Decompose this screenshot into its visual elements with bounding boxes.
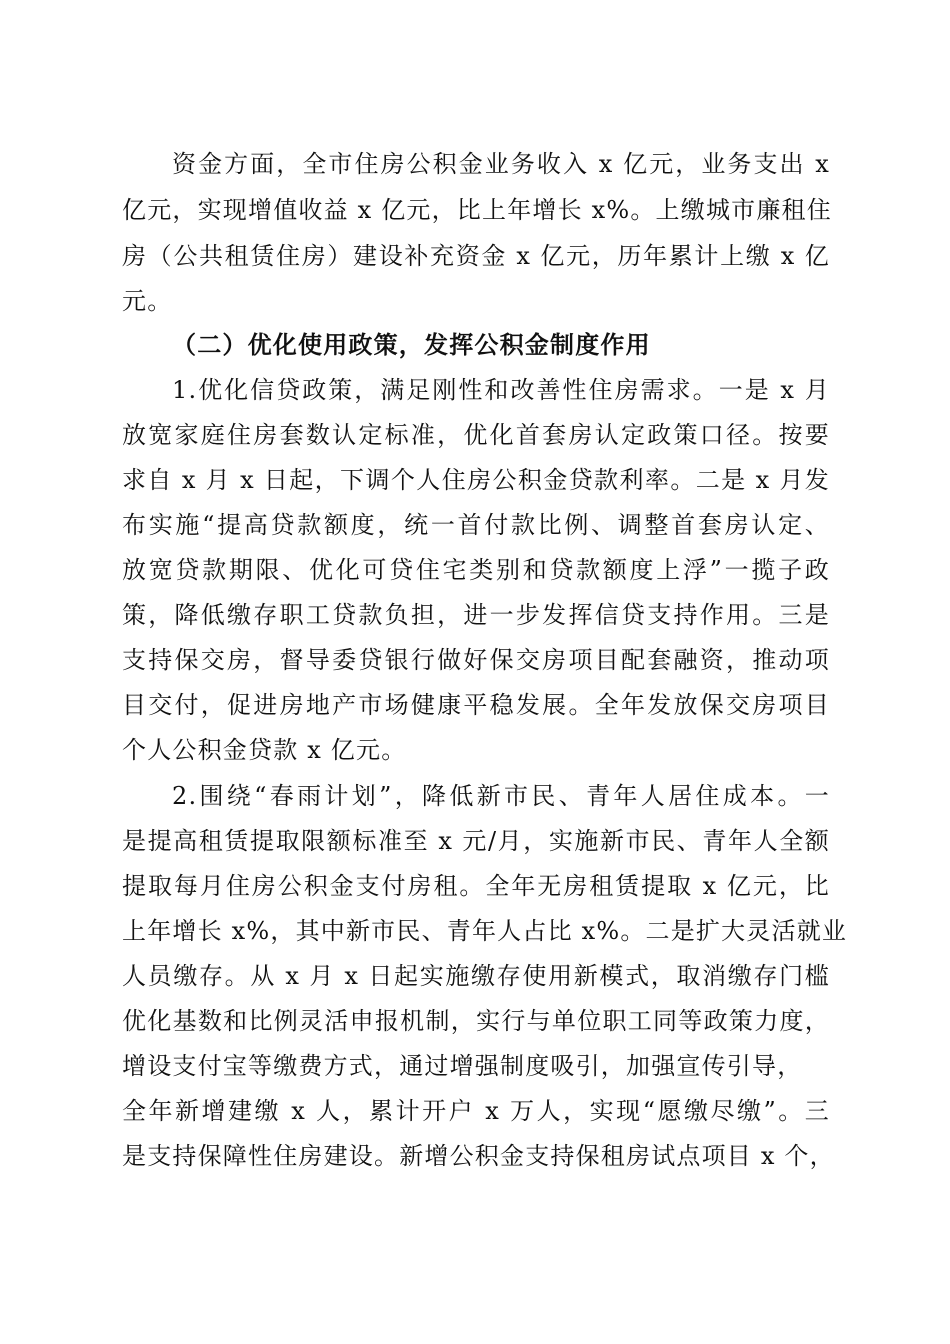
paragraph-1-line-4: 元。 (122, 287, 173, 315)
paragraph-2-line-3: 求自 x 月 x 日起，下调个人住房公积金贷款利率。二是 x 月发 (122, 466, 830, 494)
paragraph-3-line-5: 人员缴存。从 x 月 x 日起实施缴存使用新模式，取消缴存门槛 (122, 962, 830, 990)
paragraph-3-line-3: 提取每月住房公积金支付房租。全年无房租赁提取 x 亿元，比 (122, 872, 830, 900)
paragraph-3-line-8: 全年新增建缴 x 人，累计开户 x 万人，实现“愿缴尽缴”。三 (122, 1097, 830, 1125)
section-heading: （二）优化使用政策，发挥公积金制度作用 (172, 330, 651, 359)
paragraph-1-line-2: 亿元，实现增值收益 x 亿元，比上年增长 x%。上缴城市廉租住 (122, 196, 832, 224)
paragraph-1-line-1: 资金方面，全市住房公积金业务收入 x 亿元，业务支出 x (172, 150, 830, 178)
paragraph-3-line-2: 是提高租赁提取限额标准至 x 元/月，实施新市民、青年人全额 (122, 827, 830, 855)
paragraph-3-line-9: 是支持保障性住房建设。新增公积金支持保租房试点项目 x 个， (122, 1142, 835, 1170)
paragraph-2-line-8: 目交付，促进房地产市场健康平稳发展。全年发放保交房项目 (122, 691, 830, 719)
paragraph-2-line-9: 个人公积金贷款 x 亿元。 (122, 736, 407, 764)
paragraph-2-line-1: 1.优化信贷政策，满足刚性和改善性住房需求。一是 x 月 (172, 376, 830, 404)
paragraph-3-line-7: 增设支付宝等缴费方式，通过增强制度吸引，加强宣传引导， (122, 1052, 803, 1080)
paragraph-1-line-3: 房（公共租赁住房）建设补充资金 x 亿元，历年累计上缴 x 亿 (122, 242, 830, 270)
paragraph-2-line-7: 支持保交房，督导委贷银行做好保交房项目配套融资，推动项 (122, 646, 830, 674)
paragraph-3-line-6: 优化基数和比例灵活申报机制，实行与单位职工同等政策力度， (122, 1007, 830, 1035)
paragraph-2-line-2: 放宽家庭住房套数认定标准，优化首套房认定政策口径。按要 (122, 421, 830, 449)
paragraph-2-line-5: 放宽贷款期限、优化可贷住宅类别和贷款额度上浮”一揽子政 (122, 556, 830, 584)
paragraph-2-line-4: 布实施“提高贷款额度，统一首付款比例、调整首套房认定、 (122, 511, 830, 539)
paragraph-2-line-6: 策，降低缴存职工贷款负担，进一步发挥信贷支持作用。三是 (122, 601, 830, 629)
paragraph-3-line-1: 2.围绕“春雨计划”，降低新市民、青年人居住成本。一 (172, 782, 830, 810)
paragraph-3-line-4: 上年增长 x%，其中新市民、青年人占比 x%。二是扩大灵活就业 (122, 917, 848, 945)
